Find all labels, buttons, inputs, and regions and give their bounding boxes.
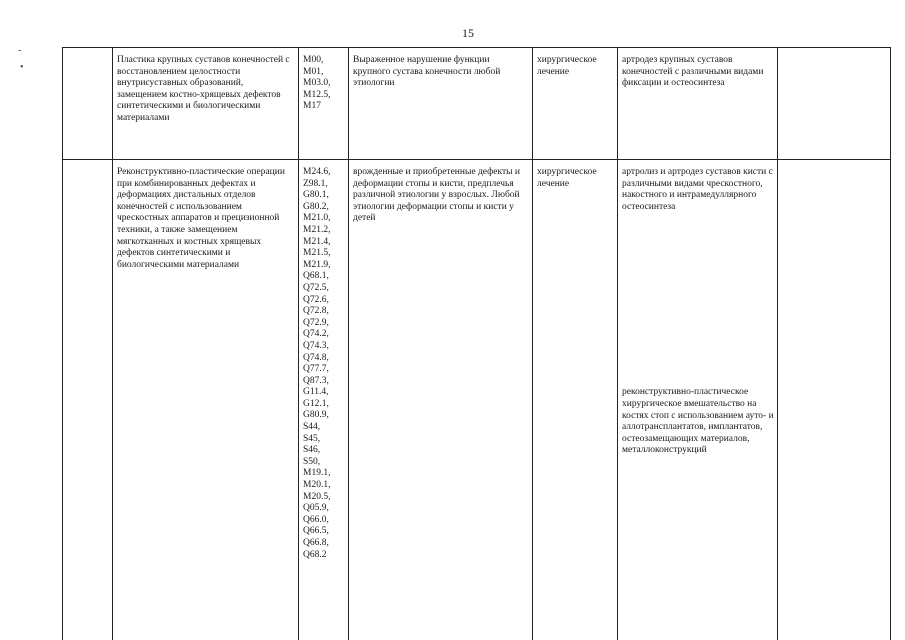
procedure-name: Реконструктивно-пластические операции при комбинированных дефектах и деформациях дистальных отделов конечностей с использованием чрескостных аппаратов и прецизионной техники, а также замещением мягкотканных и костных хрящевых дефектов синтетическими и биологическими материалами bbox=[117, 167, 285, 270]
treatment-type: хирургическое лечение bbox=[537, 167, 597, 189]
icd-code: Q66.0, bbox=[303, 514, 329, 525]
treatment-method: артродез крупных суставов конечностей с различными видами фиксации и остеосинтеза bbox=[622, 55, 764, 89]
procedure-name-cell bbox=[113, 160, 299, 640]
icd-code: M03.0, bbox=[303, 78, 331, 89]
icd-code-list bbox=[303, 55, 345, 113]
icd-code: M12.5, bbox=[303, 89, 331, 100]
icd-code: M17 bbox=[303, 101, 321, 112]
icd-codes-cell bbox=[299, 160, 349, 640]
empty-cell bbox=[63, 48, 113, 160]
margin-dash-mark: - bbox=[18, 45, 22, 56]
icd-code: G80.1, bbox=[303, 190, 329, 201]
icd-code: S44, bbox=[303, 422, 321, 433]
icd-code: Q05.9, bbox=[303, 503, 329, 514]
icd-code: Q68.2 bbox=[303, 549, 327, 560]
empty-cell bbox=[778, 160, 891, 640]
procedure-name: Пластика крупных суставов конечностей с восстановлением целостности внутрисуставных образований, замещением костно-хрящевых дефектов синтетическими и биологическими материалами bbox=[117, 55, 290, 123]
treatment-type: хирургическое лечение bbox=[537, 55, 597, 77]
procedure-name-cell bbox=[113, 48, 299, 160]
icd-code: Q74.2, bbox=[303, 329, 329, 340]
icd-code: M24.6, bbox=[303, 167, 331, 177]
icd-code: Z98.1, bbox=[303, 178, 328, 189]
icd-code: M01, bbox=[303, 66, 324, 77]
icd-code: Q74.3, bbox=[303, 340, 329, 351]
icd-code: Q72.5, bbox=[303, 282, 329, 293]
icd-code: Q72.8, bbox=[303, 306, 329, 317]
icd-code: Q66.5, bbox=[303, 526, 329, 537]
icd-code: M21.5, bbox=[303, 248, 331, 259]
icd-code: Q68.1, bbox=[303, 271, 329, 282]
patient-model: врожденные и приобретенные дефекты и деформации стопы и кисти, предплечья различной этиологии у взрослых. Любой этиологии деформации стопы и кисти у детей bbox=[353, 167, 520, 224]
treatment-method-cell bbox=[618, 48, 778, 160]
icd-code: M19.1, bbox=[303, 468, 331, 479]
empty-cell bbox=[63, 160, 113, 640]
treatment-method: артролиз и артродез суставов кисти с различными видами чрескостного, накостного и интрамедуллярного остеосинтеза bbox=[622, 167, 773, 212]
icd-code: S45, bbox=[303, 433, 321, 444]
treatment-type-cell bbox=[533, 160, 618, 640]
icd-code: G80.9, bbox=[303, 410, 329, 421]
page-number: 15 bbox=[462, 26, 474, 40]
empty-cell bbox=[778, 48, 891, 160]
procedures-table bbox=[62, 47, 891, 640]
patient-model-cell bbox=[349, 160, 533, 640]
treatment-type-cell bbox=[533, 48, 618, 160]
icd-code: Q74.8, bbox=[303, 352, 329, 363]
icd-code: S46, bbox=[303, 445, 321, 456]
table-row bbox=[63, 48, 891, 160]
icd-code: M21.0, bbox=[303, 213, 331, 224]
icd-code: G11.4, bbox=[303, 387, 329, 398]
treatment-method: реконструктивно-пластическое хирургическое вмешательство на костях стоп с использованием ауто- и аллотрансплантатов, имплантатов, остеозамещающих материалов, металлоконструкций bbox=[622, 387, 774, 456]
icd-code: M20.1, bbox=[303, 480, 331, 491]
icd-code: Q72.6, bbox=[303, 294, 329, 305]
icd-code: Q87.3, bbox=[303, 375, 329, 386]
icd-code: M20.5, bbox=[303, 491, 331, 502]
patient-model: Выраженное нарушение функции крупного сустава конечности любой этиологии bbox=[353, 55, 501, 89]
patient-model-cell bbox=[349, 48, 533, 160]
margin-bullet-mark: • bbox=[20, 62, 24, 73]
treatment-method-cell bbox=[618, 160, 778, 640]
icd-code: M21.9, bbox=[303, 259, 331, 270]
icd-code: M21.2, bbox=[303, 224, 331, 235]
icd-code: S50, bbox=[303, 456, 321, 467]
icd-codes-cell bbox=[299, 48, 349, 160]
table-row bbox=[63, 160, 891, 640]
icd-code-list bbox=[303, 167, 345, 561]
icd-code: Q66.8, bbox=[303, 538, 329, 548]
icd-code: G80.2, bbox=[303, 201, 329, 212]
icd-code: M00, bbox=[303, 55, 324, 65]
icd-code: G12.1, bbox=[303, 398, 329, 409]
icd-code: Q72.9, bbox=[303, 317, 329, 328]
icd-code: M21.4, bbox=[303, 236, 331, 247]
icd-code: Q77.7, bbox=[303, 364, 329, 375]
